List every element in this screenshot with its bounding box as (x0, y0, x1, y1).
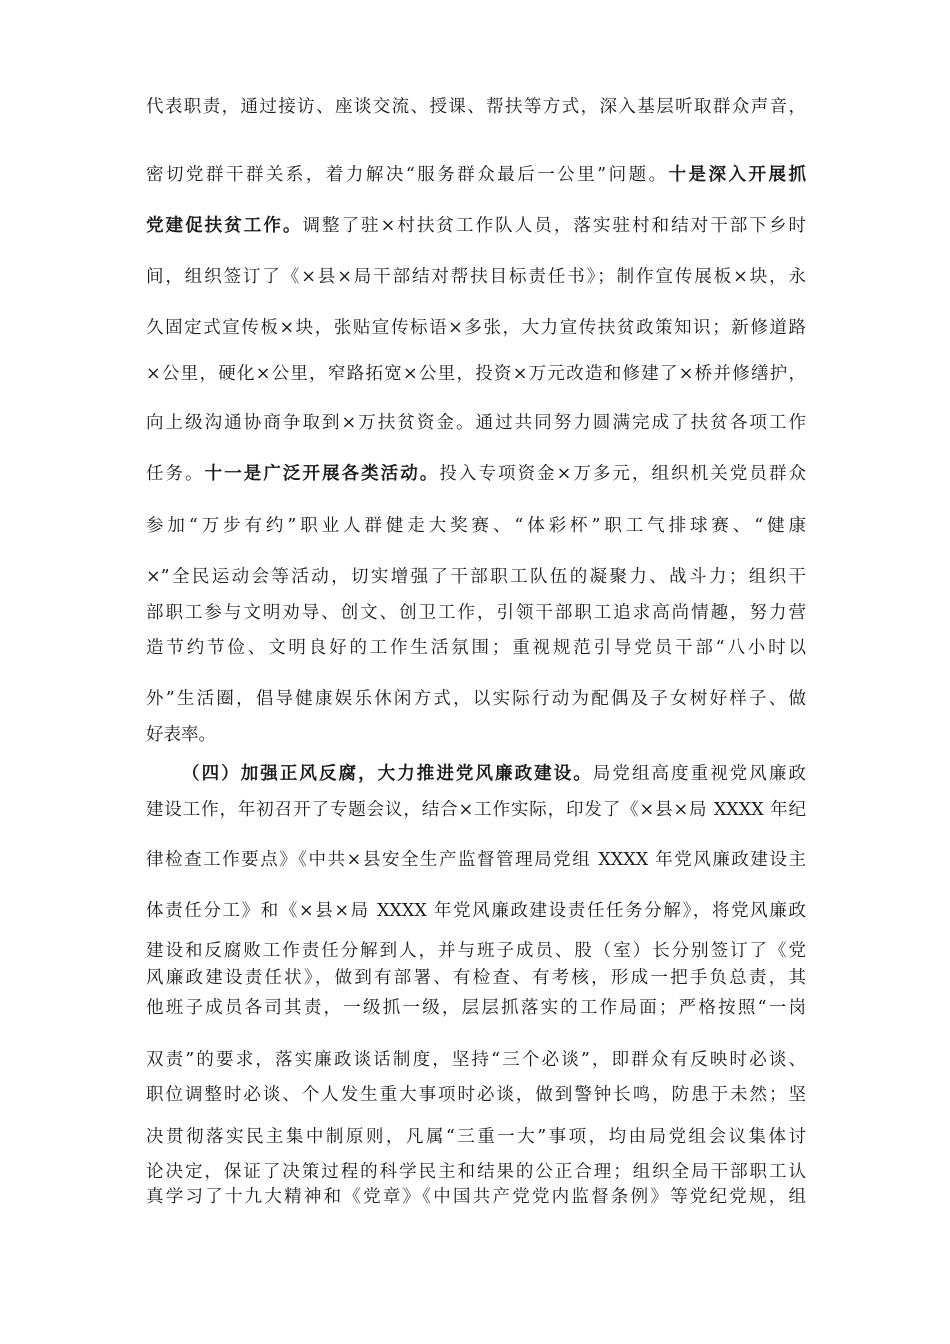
body-text: 论决定，保证了决策过程的科学民主和结果的公正合理；组织全局干部职工认 (146, 1162, 806, 1182)
body-text: 调整了驻×村扶贫工作队人员，落实驻村和结对干部下乡时 (302, 216, 806, 236)
body-text: 部职工参与文明劝导、创文、创卫工作，引领干部职工追求高尚情趣，努力营 (146, 603, 806, 623)
paragraph-line-25 (146, 1160, 806, 1184)
paragraph-line-17 (146, 848, 806, 872)
paragraph-line-11 (146, 601, 806, 625)
paragraph-line-2 (146, 163, 806, 187)
bold-lead-text: 党建促扶贫工作。 (146, 216, 303, 236)
paragraph-line-19 (146, 939, 806, 963)
body-text: 职位调整时必谈、个人发生重大事项时必谈，做到警钟长鸣，防患于未然；坚 (146, 1085, 806, 1105)
paragraph-line-23 (146, 1083, 806, 1107)
paragraph-line-24 (146, 1125, 806, 1149)
body-text: 真学习了十九大精神和《党章》《中国共产党党内监督条例》等党纪党规，组 (146, 1187, 806, 1207)
paragraph-line-6 (146, 362, 806, 386)
paragraph-line-5 (146, 316, 806, 340)
section-heading-line (182, 762, 806, 786)
body-text: 代表职责，通过接访、座谈交流、授课、帮扶等方式，深入基层听取群众声音， (146, 97, 806, 117)
body-text: 向上级沟通协商争取到×万扶贫资金。通过共同努力圆满完成了扶贫各项工作 (146, 413, 806, 433)
bold-lead-text: （四）加强正风反腐，大力推进党风廉政建设。 (182, 764, 593, 784)
body-text: 双责”的要求，落实廉政谈话制度，坚持“三个必谈”，即群众有反映时必谈、 (146, 1050, 806, 1070)
body-text: 建设工作，年初召开了专题会议，结合×工作实际，印发了《×县×局 XXXX 年纪 (146, 800, 806, 820)
paragraph-line-21 (146, 996, 806, 1020)
body-text: 他班子成员各司其责，一级抓一级，层层抓落实的工作局面；严格按照“一岗 (146, 998, 806, 1018)
bold-lead-text: 十是深入开展抓 (668, 165, 806, 185)
paragraph-line-4 (146, 265, 806, 289)
body-text: 久固定式宣传板×块，张贴宣传标语×多张，大力宣传扶贫政策知识；新修道路 (146, 318, 806, 338)
paragraph-line-14 (146, 723, 806, 747)
body-text: 投入专项资金×万多元，组织机关党员群众 (439, 464, 807, 484)
body-text: 参加“万步有约”职业人群健走大奖赛、“体彩杯”职工气排球赛、“健康 (146, 516, 806, 536)
body-text: 风廉政建设责任状》，做到有部署、有检查、有考核，形成一把手负总责，其 (146, 968, 806, 988)
paragraph-line-16 (146, 798, 806, 822)
body-text: 造节约节俭、文明良好的工作生活氛围；重视规范引导党员干部“八小时以 (146, 638, 806, 658)
paragraph-line-13 (146, 687, 806, 711)
body-text: 决贯彻落实民主集中制原则，凡属“三重一大”事项，均由局党组会议集体讨 (146, 1127, 806, 1147)
paragraph-line-20 (146, 966, 806, 990)
paragraph-line-3 (146, 214, 806, 238)
body-text: ×”全民运动会等活动，切实增强了干部职工队伍的凝聚力、战斗力；组织干 (146, 567, 806, 587)
body-text: 体责任分工》和《×县×局 XXXX 年党风廉政建设责任任务分解》，将党风廉政 (146, 901, 806, 921)
body-text: 好表率。 (146, 725, 216, 745)
body-text: 密切党群干群关系，着力解决“服务群众最后一公里”问题。 (146, 165, 669, 185)
paragraph-line-12 (146, 636, 806, 660)
paragraph-line-10 (146, 565, 806, 589)
body-text: 律检查工作要点》《中共×县安全生产监督管理局党组 XXXX 年党风廉政建设主 (146, 850, 806, 870)
paragraph-line-18 (146, 899, 806, 923)
bold-lead-text: 十一是广泛开展各类活动。 (204, 464, 440, 484)
body-text: 任务。 (146, 464, 205, 484)
paragraph-line-22 (146, 1048, 806, 1072)
paragraph-line-9 (146, 514, 806, 538)
body-text: 间，组织签订了《×县×局干部结对帮扶目标责任书》；制作宣传展板×块，永 (146, 267, 806, 287)
paragraph-line-1 (146, 95, 806, 119)
paragraph-line-7 (146, 411, 806, 435)
body-text: ×公里，硬化×公里，窄路拓宽×公里，投资×万元改造和修建了×桥并修缮护， (146, 364, 806, 384)
body-text: 局党组高度重视党风廉政 (592, 764, 807, 784)
body-text: 外”生活圈，倡导健康娱乐休闲方式，以实际行动为配偶及子女树好样子、做 (146, 689, 806, 709)
paragraph-line-26 (146, 1185, 806, 1209)
paragraph-line-8 (146, 462, 806, 486)
body-text: 建设和反腐败工作责任分解到人，并与班子成员、股（室）长分别签订了《党 (146, 941, 806, 961)
